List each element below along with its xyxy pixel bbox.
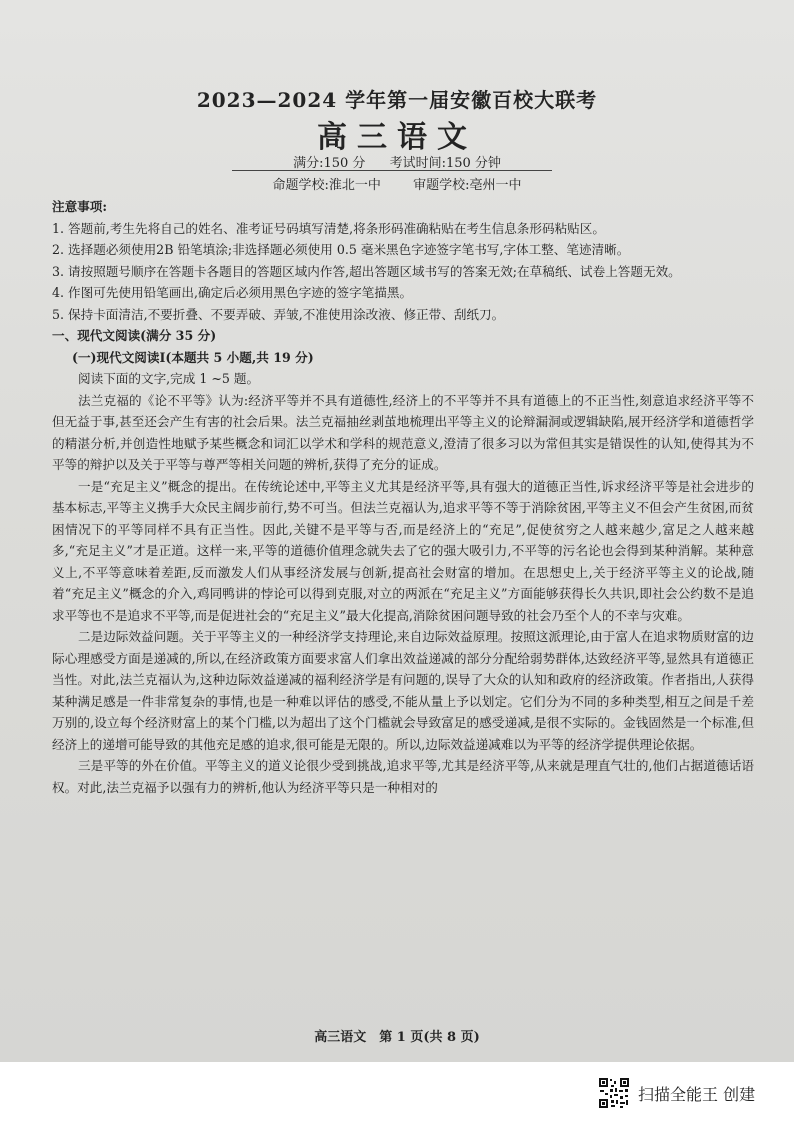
page-footer: 高三语文 第 1 页(共 8 页) bbox=[314, 1030, 480, 1045]
school-info bbox=[0, 174, 794, 193]
subsection-title: (一)现代文阅读Ⅰ(本题共 5 小题,共 19 分) bbox=[72, 349, 314, 365]
passage-paragraph: 一是“充足主义”概念的提出。在传统论述中,平等主义尤其是经济平等,具有强大的道德正当性,诉求经济平等是社会进步的基本标志,平等主义携手大众民主阔步前行,势不可当。但法兰克福认为,追求平等不等于消除贫困,平等主义不但会产生贫困,而贫困情况下的平等同样不具有正当性。因此,关键不是平等与否,而是经济上的“充足”,促使贫穷之人越来越少,富足之人越来越多,“充足主义”才是正道。这样一来,平等的道德价值理念就失去了它的强大吸引力,不平等的污名论也会得到某种消解。某种意义上,不平等意味着差距,反而激发人们从事经济发展与创新,提高社会财富的增加。在思想史上,关于经济平等主义的论战,随着“充足主义”概念的介入,鸡同鸭讲的悖论可以得到克服,对立的两派在“充足主义”方面能够获得长久共识,即社会公约数不是追求平等也不是追求不平等,而是促进社会的“充足主义”最大化提高,消除贫困问题导致的社会乃至个人的不幸与灾难。 bbox=[52, 478, 754, 623]
notice-item: 2. 选择题必须使用2B 铅笔填涂;非选择题必须使用 0.5 毫米黑色字迹签字笔书写,字体工整、笔迹清晰。 bbox=[52, 242, 630, 257]
notice-title: 注意事项: bbox=[52, 199, 108, 214]
exam-time: 考试时间:150 分钟 bbox=[389, 156, 501, 171]
setter-school: 命题学校:淮北一中 bbox=[272, 178, 381, 193]
reading-instruction: 阅读下面的文字,完成 1 ~5 题。 bbox=[78, 371, 260, 386]
notice-item: 4. 作图可先使用铅笔画出,确定后必须用黑色字迹的签字笔描黑。 bbox=[52, 285, 413, 300]
subject-title: 高三语文 bbox=[317, 120, 477, 155]
passage-paragraph: 法兰克福的《论不平等》认为:经济平等并不具有道德性,经济上的不平等并不具有道德上的不正当性,刻意追求经济平等不但无益于事,甚至还会产生有害的社会后果。法兰克福抽丝剥茧地梳理出平等主义的论辩漏洞或逻辑缺陷,展开经济学和道德哲学的精湛分析,并创造性地赋予某些概念和词汇以学术和学科的规范意义,澄清了很多习以为常但其实是错误性的认知,使得其为不平等的辩护以及关于平等与尊严等相关问题的辨析,获得了充分的证成。 bbox=[52, 392, 754, 472]
notice-item: 1. 答题前,考生先将自己的姓名、准考证号码填写清楚,将条形码准确粘贴在考生信息条形码粘贴区。 bbox=[52, 220, 605, 236]
exam-body bbox=[52, 196, 754, 798]
reviewer-school: 审题学校:亳州一中 bbox=[413, 178, 522, 193]
scanner-watermark bbox=[598, 1076, 755, 1110]
full-score: 满分:150 分 bbox=[293, 156, 366, 171]
qr-code-icon bbox=[598, 1077, 630, 1109]
exam-meta bbox=[0, 152, 794, 171]
scanner-label: 扫描全能王 创建 bbox=[638, 1084, 756, 1104]
section-title: 一、现代文阅读(满分 35 分) bbox=[52, 328, 217, 343]
passage-paragraph: 三是平等的外在价值。平等主义的道义论很少受到挑战,追求平等,尤其是经济平等,从来就是理直气壮的,他们占据道德话语权。对此,法兰克福予以强有力的辨析,他认为经济平等只是一种相对的 bbox=[52, 758, 754, 795]
exam-title: 2023—2024 学年第一届安徽百校大联考 bbox=[196, 88, 598, 112]
header-divider bbox=[232, 170, 552, 171]
passage-paragraph: 二是边际效益问题。关于平等主义的一种经济学支持理论,来自边际效益原理。按照这派理论,由于富人在追求物质财富的边际心理感受方面是递减的,所以,在经济政策方面要求富人们拿出效益递减的部分分配给弱势群体,达致经济平等,显然具有道德正当性。对此,法兰克福认为,这种边际效益递减的福利经济学是有问题的,误导了大众的认知和政府的经济政策。作者指出,人获得某种满足感是一件非常复杂的事情,也是一种难以评估的感受,不能从量上予以划定。它们分为不同的多种类型,相互之间是千差万别的,设立每个经济财富上的某个门槛,以为超出了这个门槛就会导致富足的感受递减,是很不实际的。金钱固然是一个标准,但经济上的递增可能导致的其他充足感的追求,很可能是无限的。所以,边际效益递减难以为平等的经济学提供理论依据。 bbox=[52, 629, 754, 752]
notice-item: 5. 保持卡面清洁,不要折叠、不要弄破、弄皱,不准使用涂改液、修正带、刮纸刀。 bbox=[52, 306, 505, 322]
notice-item: 3. 请按照题号顺序在答题卡各题目的答题区域内作答,超出答题区域书写的答案无效;在草稿纸、试卷上答题无效。 bbox=[52, 263, 681, 279]
